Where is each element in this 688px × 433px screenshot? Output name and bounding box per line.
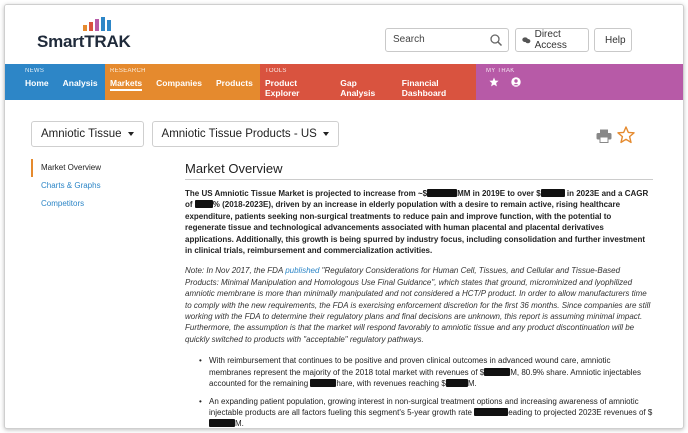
- nav-item-analysis[interactable]: Analysis: [62, 78, 98, 88]
- search-placeholder: Search: [393, 34, 425, 45]
- list-item: • An expanding patient population, growing interest in non-surgical treatment options and increasing awareness of amniotic injectable products are all factors fueling this segment's 5-year growth rate eading to projected 2023E revenues of $M.: [199, 396, 653, 430]
- main-nav: [5, 64, 684, 100]
- help-label: Help: [605, 34, 626, 46]
- sidenav-item-market-overview[interactable]: Market Overview: [31, 159, 151, 177]
- summary-paragraph: The US Amniotic Tissue Market is projected to increase from ~$ MM in 2019E to over $ in 2023E and a CAGR of % (2018-2023E), driven by an increase in elderly population with a desire to remain active, rising healthcare expenditure, patients seeking non-surgical treatments to reduce pain and improve function, with the potential to regenerate tissue and technological advancements associated with human placental and placental derivatives applications. Additionally, this growth is being spurred by industry focus, including consolidation and further investment in clinical trials, reimbursement and commercialization activities.: [185, 189, 649, 256]
- logo-bars-icon: [83, 17, 111, 31]
- nav-category-research: RESEARCH: [110, 68, 146, 74]
- redacted-value: [427, 189, 457, 197]
- segment-dropdown-value: Amniotic Tissue Products - US: [161, 128, 317, 140]
- section-sidenav: [31, 159, 151, 213]
- redacted-value: [474, 408, 508, 416]
- chat-icon: [522, 36, 531, 45]
- nav-item-financial-dashboard[interactable]: Financial Dashboard: [401, 78, 447, 98]
- nav-item-product-explorer[interactable]: Product Explorer: [265, 78, 300, 98]
- app-window: [4, 4, 684, 429]
- page-title: Market Overview: [185, 161, 653, 180]
- nav-item-markets[interactable]: Markets: [110, 78, 142, 91]
- top-header: [5, 5, 684, 61]
- nav-category-news: NEWS: [25, 68, 45, 74]
- direct-access-label: Direct Access: [534, 29, 567, 51]
- redacted-value: [310, 379, 336, 387]
- redacted-value: [541, 189, 565, 197]
- nav-item-gap-analysis[interactable]: Gap Analysis: [340, 78, 376, 98]
- nav-section-news: [5, 64, 105, 100]
- market-selectors: [31, 121, 339, 147]
- published-link[interactable]: published: [285, 266, 320, 276]
- redacted-value: [209, 419, 235, 427]
- redacted-value: [195, 200, 213, 208]
- search-input[interactable]: [385, 28, 509, 52]
- sidenav-item-charts-graphs[interactable]: Charts & Graphs: [41, 181, 101, 190]
- chevron-down-icon: [323, 132, 329, 136]
- market-dropdown-value: Amniotic Tissue: [41, 128, 122, 140]
- smarttrak-logo[interactable]: [37, 17, 137, 51]
- redacted-value: [446, 379, 468, 387]
- list-item: • With reimbursement that continues to be positive and proven clinical outcomes in advanced wound care, amniotic membranes represent the majority of the 2018 total market with revenues of $ M, 80.9% share. Amniotic injectables accounted for the remaining hare, with revenues reaching $ M.: [199, 355, 653, 389]
- nav-section-tools: [260, 64, 476, 100]
- nav-section-research: [105, 64, 260, 100]
- favorite-star-icon[interactable]: [617, 126, 635, 144]
- nav-item-products[interactable]: Products: [215, 78, 253, 88]
- search-icon[interactable]: [489, 33, 503, 47]
- key-points-list: [185, 355, 653, 429]
- market-dropdown[interactable]: [31, 121, 144, 147]
- sidenav-item-competitors[interactable]: Competitors: [41, 199, 85, 208]
- redacted-value: [484, 368, 510, 376]
- chevron-down-icon: [128, 132, 134, 136]
- user-icon[interactable]: [511, 77, 521, 87]
- favorites-star-icon[interactable]: [489, 77, 499, 87]
- nav-item-companies[interactable]: Companies: [156, 78, 202, 88]
- logo-text: SmartTRAK: [37, 32, 131, 51]
- nav-item-home[interactable]: Home: [25, 78, 49, 88]
- nav-section-mytrak: [476, 64, 684, 100]
- nav-category-mytrak: MY TRAK: [486, 68, 515, 74]
- segment-dropdown[interactable]: [152, 121, 339, 147]
- print-icon[interactable]: [596, 129, 612, 143]
- direct-access-button[interactable]: [515, 28, 589, 52]
- regulatory-note: Note: In Nov 2017, the FDA published "Regulatory Considerations for Human Cell, Tissues, and Cellular and Tissue-Based Products: Minimal Manipulation and Homologous Use Final Guidance", which states that ground, microminized and lyophilized amniotic membrane is more than minimally manipulated and not considered a HCT/P product. In order to allow manufacturers time to comply with the new requirements, the FDA is exercising enforcement discretion for the first 36 months. Since companies are still working with the FDA to determine their regulatory plans and final decisions are unknown, this report is assuming minimal impact. Furthermore, the assumption is that the market will respond favorably to amniotic tissue and any product discontinuation will be quickly switched to products with "acceptable" regulatory pathways.: [185, 266, 651, 344]
- main-content: [185, 161, 653, 429]
- help-button[interactable]: [594, 28, 632, 52]
- nav-category-tools: TOOLS: [265, 68, 287, 74]
